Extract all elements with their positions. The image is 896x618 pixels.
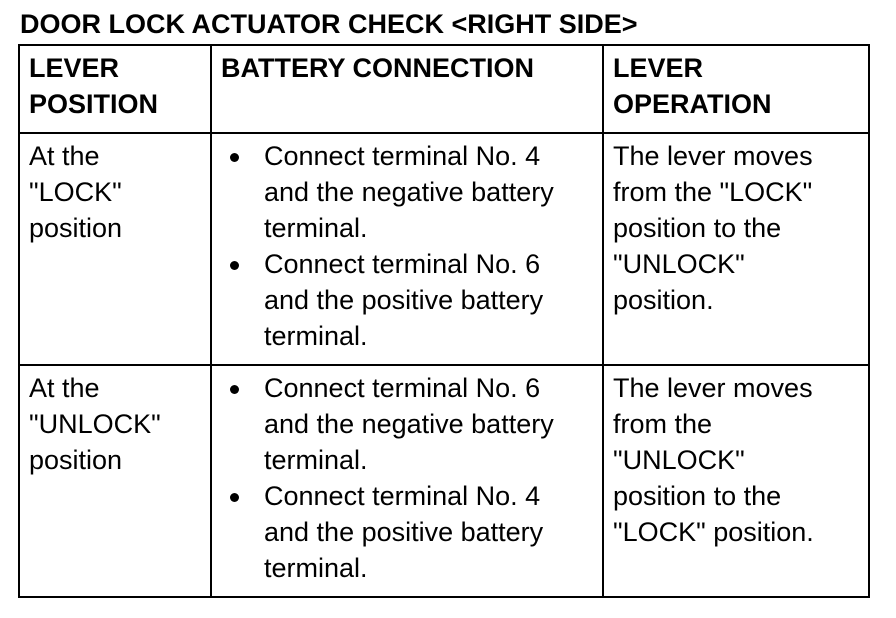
- cell-lever-position: [19, 133, 211, 365]
- connection-item: [224, 478, 593, 586]
- lever-operation-text: The lever moves from the "UNLOCK" position to the "LOCK" position.: [613, 373, 814, 547]
- connection-text: Connect terminal No. 4 and the positive battery terminal.: [264, 481, 544, 583]
- connection-text: Connect terminal No. 6 and the negative battery terminal.: [264, 373, 554, 475]
- header-battery-connection-label: BATTERY CONNECTION: [221, 53, 535, 83]
- header-lever-operation: [603, 45, 869, 133]
- cell-battery-connection: [211, 365, 603, 597]
- cell-lever-position: [19, 365, 211, 597]
- connection-text: Connect terminal No. 6 and the positive battery terminal.: [264, 249, 544, 351]
- bullet-icon: [230, 493, 239, 502]
- header-row: [19, 45, 869, 133]
- table-row-lock: [19, 133, 869, 365]
- cell-lever-operation: [603, 365, 869, 597]
- lever-operation-text: The lever moves from the "LOCK" position to the "UNLOCK" position.: [613, 141, 813, 315]
- bullet-icon: [230, 385, 239, 394]
- bullet-icon: [230, 153, 239, 162]
- bullet-icon: [230, 261, 239, 270]
- connection-item: [224, 370, 593, 478]
- actuator-check-table: [18, 44, 870, 598]
- lever-position-text: At the "UNLOCK" position: [29, 373, 161, 475]
- connection-item: [224, 246, 593, 354]
- header-lever-position: [19, 45, 211, 133]
- connection-item: [224, 138, 593, 246]
- header-lever-operation-label: LEVER OPERATION: [613, 53, 772, 119]
- lever-position-text: At the "LOCK" position: [29, 141, 123, 243]
- connection-list: [224, 138, 593, 354]
- connection-text: Connect terminal No. 4 and the negative battery terminal.: [264, 141, 554, 243]
- header-battery-connection: [211, 45, 603, 133]
- page-title: DOOR LOCK ACTUATOR CHECK <RIGHT SIDE>: [20, 9, 638, 39]
- cell-battery-connection: [211, 133, 603, 365]
- cell-lever-operation: [603, 133, 869, 365]
- connection-list: [224, 370, 593, 586]
- table-row-unlock: [19, 365, 869, 597]
- header-lever-position-label: LEVER POSITION: [29, 53, 159, 119]
